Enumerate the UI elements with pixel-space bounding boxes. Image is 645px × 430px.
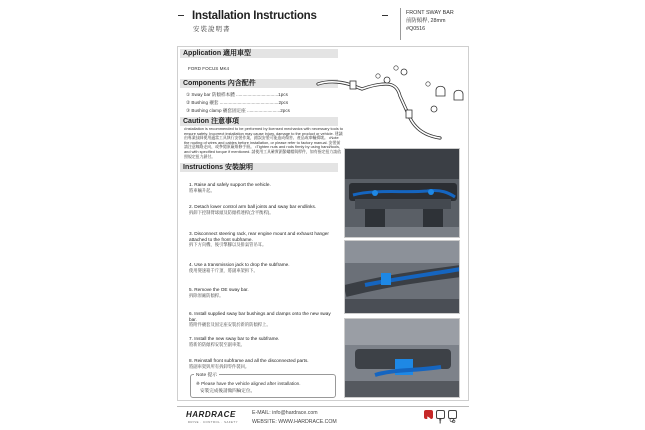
callout-3	[426, 82, 430, 86]
footer-divider	[177, 406, 469, 407]
facebook-icon[interactable]	[436, 410, 445, 424]
component-item: ① Sway bar 防傾桿本體 .................................1pcs	[186, 92, 288, 97]
header-mark-left	[178, 15, 184, 16]
product-info	[406, 9, 454, 34]
note-label: Note 提示	[196, 373, 218, 378]
bushing-part-1	[384, 77, 390, 83]
bushing-part-3	[431, 106, 437, 112]
step-5: 5. Remove the OE sway bar. 拆除原廠防傾桿。	[189, 287, 249, 298]
footer-email[interactable]: E-MAIL: info@hardrace.com	[252, 410, 318, 416]
application-vehicle: FORD FOCUS MK4	[188, 66, 230, 71]
product-code: #Q0516	[406, 26, 426, 33]
wechat-icon[interactable]	[448, 410, 457, 419]
footer-website[interactable]: WEBSITE: WWW.HARDRACE.COM	[252, 419, 337, 425]
step-6: 6. Install supplied sway bar bushings and clamps onto the new sway bar. 將附件襯套及固定座安裝於新的防傾桿上。	[189, 311, 331, 328]
component-item: ③ Bushing clamp 襯套固定座 ..........................2pcs	[186, 108, 290, 113]
step-2: 2. Detach lower control arm ball joints and sway bar endlinks. 拆卸下控制臂球頭及防傾桿連桿(含平衡桿)。	[189, 204, 317, 215]
clamp-part-2	[454, 90, 463, 100]
product-name-zh: 前防傾桿, 28mm	[406, 18, 446, 25]
caution-text: •Installation is recommended to be performed by licensed mechanics with necessary tools to ensure safety. Incorrect installation may cause injury, damage to the product or vehicle. 建議由專業技師使用適當工具執行安裝作業，錯誤安裝可能造成傷害、產品或車輛損壞。 •Note the routing of wires and cables before installation, or please refer to factory manual. 安裝前請注意線路走向，或參閱原廠維修手冊。 •Tighten nuts and rods firmly by using hand/tools, and with specified torque if mentioned. 請使用工具確實鎖緊螺帽與桿件，如有指定扭力請依照規定扭力鎖付。	[184, 126, 344, 159]
step-4: 4. Use a transmission jack to drop the subframe. 使用變速箱千斤頂，將副車架拆下。	[189, 262, 290, 273]
header-mark-right	[382, 15, 388, 16]
photo-subframe-art	[345, 149, 460, 238]
product-name: FRONT SWAY BAR	[406, 10, 454, 16]
caution-heading: Caution 注意事項	[180, 117, 338, 126]
note-line-en: ※ Please have the vehicle aligned after installation.	[196, 381, 301, 386]
bushing-part-2	[401, 69, 407, 75]
components-heading: Components 內含配件	[180, 79, 338, 88]
step-8: 8. Reinstall front subframe and all the disconnected parts. 將副車架與所有拆卸零件裝回。	[189, 358, 309, 369]
note-line-zh: 安裝完成後請做四輪定位。	[200, 388, 256, 393]
photo-installed	[344, 318, 460, 398]
instruction-sheet	[172, 6, 472, 426]
callout-2	[394, 66, 398, 70]
header-divider	[400, 8, 401, 40]
photo-swaybar-closeup	[344, 240, 460, 314]
bushing-shape-left	[350, 81, 356, 89]
callout-1	[376, 74, 380, 78]
youtube-icon[interactable]	[424, 410, 433, 419]
component-item: ② Bushing 襯套 ..............................................2pcs	[186, 100, 289, 105]
step-3: 3. Disconnect steering rack, rear engine mount and exhaust hanger attached to the front subframe. 拆下方向機、後引擎腳以及排氣管吊耳。	[189, 231, 329, 248]
page-subtitle: 安裝說明書	[193, 26, 231, 33]
photo-installed-art	[345, 319, 460, 398]
bushing-shape-right	[406, 110, 412, 118]
application-heading: Application 適用車型	[180, 49, 338, 58]
brand-tagline: DRIVE · CONTROL · SAFETY	[188, 420, 238, 424]
clamp-part-1	[436, 86, 445, 96]
page-title: Installation Instructions	[192, 10, 317, 22]
brand-logo: HARDRACE	[186, 410, 236, 419]
instructions-heading: Instructions 安裝說明	[180, 163, 338, 172]
photo-subframe	[344, 148, 460, 238]
photo-swaybar-art	[345, 241, 460, 314]
step-7: 7. Install the new sway bar to the subframe. 將新的防傾桿安裝至副車架。	[189, 336, 280, 347]
svg-text:f: f	[439, 418, 442, 424]
step-1: 1. Raise and safely support the vehicle. 將車輛升起。	[189, 182, 271, 193]
